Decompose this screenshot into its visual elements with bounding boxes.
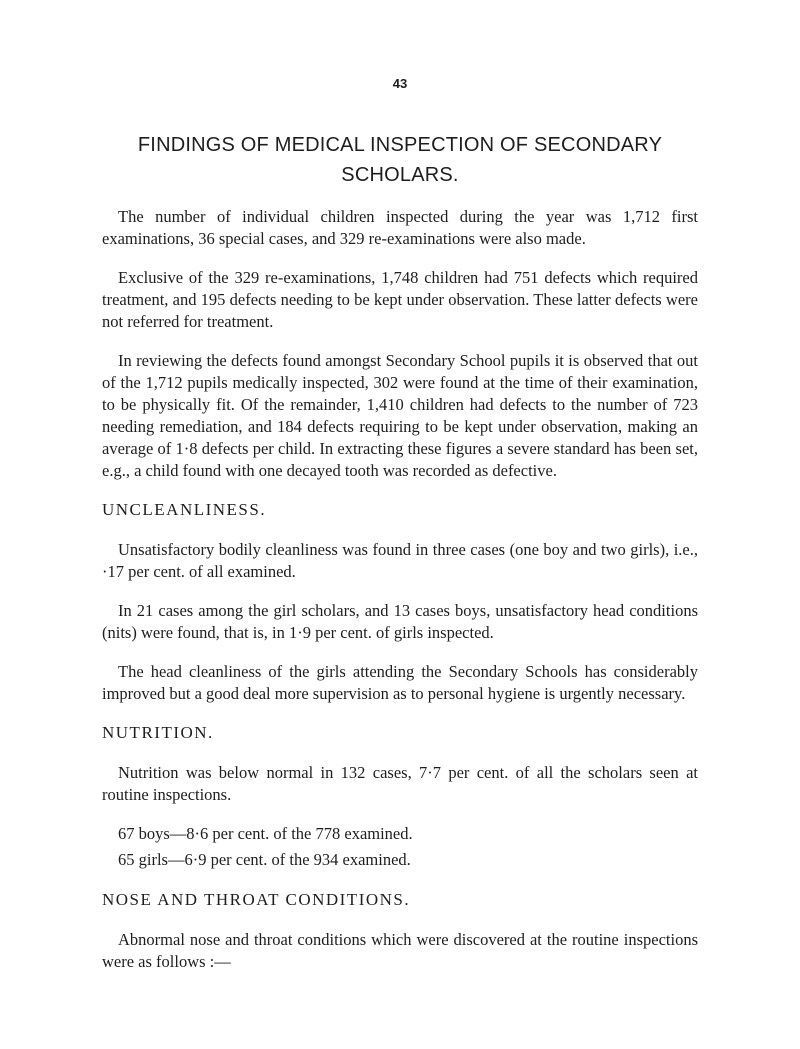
nose-throat-heading: NOSE AND THROAT CONDITIONS.: [102, 890, 411, 909]
page-title-line-2: SCHOLARS.: [341, 164, 459, 186]
uncleanliness-heading: UNCLEANLINESS.: [102, 500, 267, 519]
nutrition-heading: NUTRITION.: [102, 723, 214, 742]
nutrition-paragraph: Nutrition was below normal in 132 cases, 7·7 per cent. of all the scholars seen at routine inspections.: [102, 763, 698, 804]
document-body: [102, 206, 698, 990]
intro-paragraph-1: The number of individual children inspected during the year was 1,712 first examinations, 36 special cases, and 329 re-examinations were also made.: [102, 207, 698, 248]
uncleanliness-paragraph-1: Unsatisfactory bodily cleanliness was found in three cases (one boy and two girls), i.e., ·17 per cent. of all examined.: [102, 540, 698, 581]
page-title-line-1: FINDINGS OF MEDICAL INSPECTION OF SECONDARY: [137, 134, 663, 156]
uncleanliness-paragraph-2: In 21 cases among the girl scholars, and 13 cases boys, unsatisfactory head conditions (nits) were found, that is, in 1·9 per cent. of girls inspected.: [102, 601, 698, 642]
nose-throat-paragraph: Abnormal nose and throat conditions which were discovered at the routine inspections were as follows :—: [102, 930, 698, 971]
intro-paragraph-2: Exclusive of the 329 re-examinations, 1,748 children had 751 defects which required treatment, and 195 defects needing to be kept under observation. These latter defects were not referred for treatment.: [102, 268, 698, 331]
nutrition-boys-line: 67 boys—8·6 per cent. of the 778 examined.: [118, 824, 413, 843]
uncleanliness-paragraph-3: The head cleanliness of the girls attending the Secondary Schools has considerably improved but a good deal more supervision as to personal hygiene is urgently necessary.: [102, 662, 698, 703]
page-title: [100, 130, 700, 190]
intro-paragraph-3: In reviewing the defects found amongst Secondary School pupils it is observed that out of the 1,712 pupils medically inspected, 302 were found at the time of their examination, to be physically fit. Of the remainder, 1,410 children had defects to the number of 723 needing remediation, and 184 defects requiring to be kept under observation, making an average of 1·8 defects per child. In extracting these figures a severe standard has been set, e.g., a child found with one decayed tooth was recorded as defective.: [102, 351, 698, 480]
page-number: 43: [392, 76, 408, 91]
nutrition-girls-line: 65 girls—6·9 per cent. of the 934 examined.: [118, 850, 411, 869]
nutrition-breakdown: [102, 823, 698, 871]
